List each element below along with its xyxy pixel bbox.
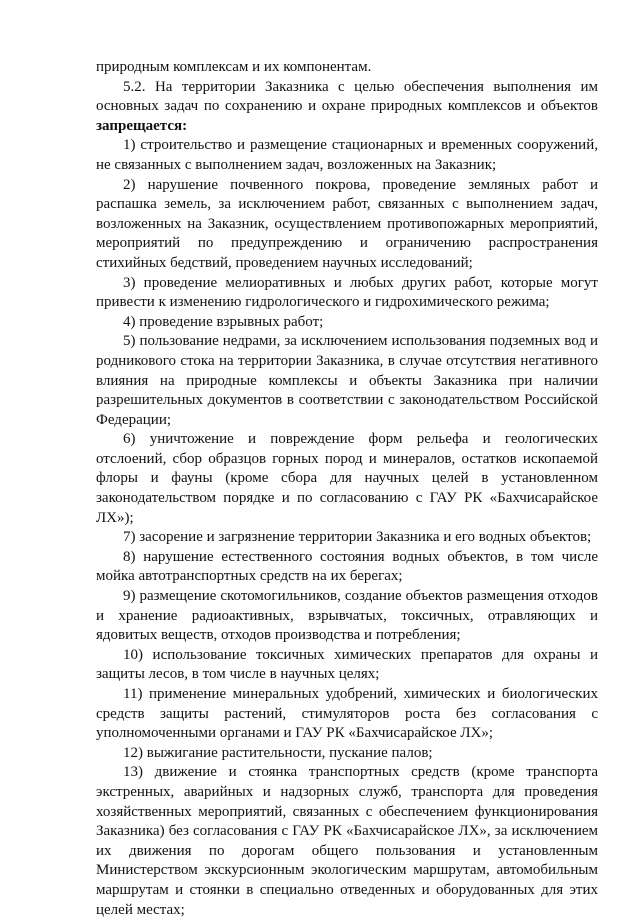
list-item: 1) строительство и размещение стационарных и временных сооружений, не связанных с выполнением задач, возложенных на Заказник; [96, 137, 598, 173]
list-item: 11) применение минеральных удобрений, химических и биологических средств защиты растений, стимуляторов роста без согласования с уполномоченными органами и ГАУ РК «Бахчисарайское ЛХ»; [96, 686, 598, 742]
list-item: 10) использование токсичных химических препаратов для охраны и защиты лесов, в том числе в научных целях; [96, 646, 598, 683]
list-item: 6) уничтожение и повреждение форм рельефа и геологических отслоений, сбор образцов горных пород и минералов, остатков ископаемой флоры и фауны (кроме сбора для научных целей в установленном законодательством порядке и по согласованию с ГАУ РК «Бахчисарайское ЛХ»); [96, 431, 598, 526]
list-item: 13) движение и стоянка транспортных средств (кроме транспорта экстренных, аварийных и надзорных служб, транспорта для проведения хозяйственных мероприятий, связанных с обеспечением функционирования Заказника) без согласования с ГАУ РК «Бахчисарайское ЛХ», за исключением их движения по дорогам общего пользования и установленным Министерством экскурсионным экологическим маршрутам, автомобильным маршрутам и стоянки в специально отведенных и оборудованных для этих целей местах; [96, 764, 598, 918]
section-intro-text: 5.2. На территории Заказника с целью обеспечения выполнения им основных задач по сохранению и охране природных комплексов и объектов [96, 78, 598, 115]
document-page [96, 58, 598, 920]
list-item: 8) нарушение естественного состояния водных объектов, в том числе мойка автотранспортных средств на их берегах; [96, 548, 598, 585]
section-intro-bold: запрещается [96, 117, 183, 134]
list-item: 3) проведение мелиоративных и любых других работ, которые могут привести к изменению гидрологического и гидрохимического режима; [96, 274, 598, 311]
list-item: 12) выжигание растительности, пускание палов; [123, 744, 433, 761]
list-item: 4) проведение взрывных работ; [123, 313, 324, 330]
list-item: 2) нарушение почвенного покрова, проведение земляных работ и распашка земель, за исключением работ, связанных с выполнением задач, возложенных на Заказник, осуществлением противопожарных мероприятий, мероприятий по предупреждению и ограничению распространения стихийных бедствий, проведением научных исследований; [96, 176, 598, 271]
lead-line: природным комплексам и их компонентам. [96, 59, 372, 75]
list-item: 5) пользование недрами, за исключением использования подземных вод и родникового стока на территории Заказника, в случае отсутствия негативного влияния на природные комплексы и объекты Заказника при наличии разрешительных документов в соответствии с законодательством Российской Федерации; [96, 333, 598, 428]
list-item: 7) засорение и загрязнение территории Заказника и его водных объектов; [123, 529, 592, 546]
section-intro-colon: : [182, 117, 188, 134]
section-intro [96, 78, 598, 137]
list-item: 9) размещение скотомогильников, создание объектов размещения отходов и хранение радиоактивных, взрывчатых, токсичных, отравляющих и ядовитых веществ, отходов производства и потребления; [96, 588, 598, 644]
